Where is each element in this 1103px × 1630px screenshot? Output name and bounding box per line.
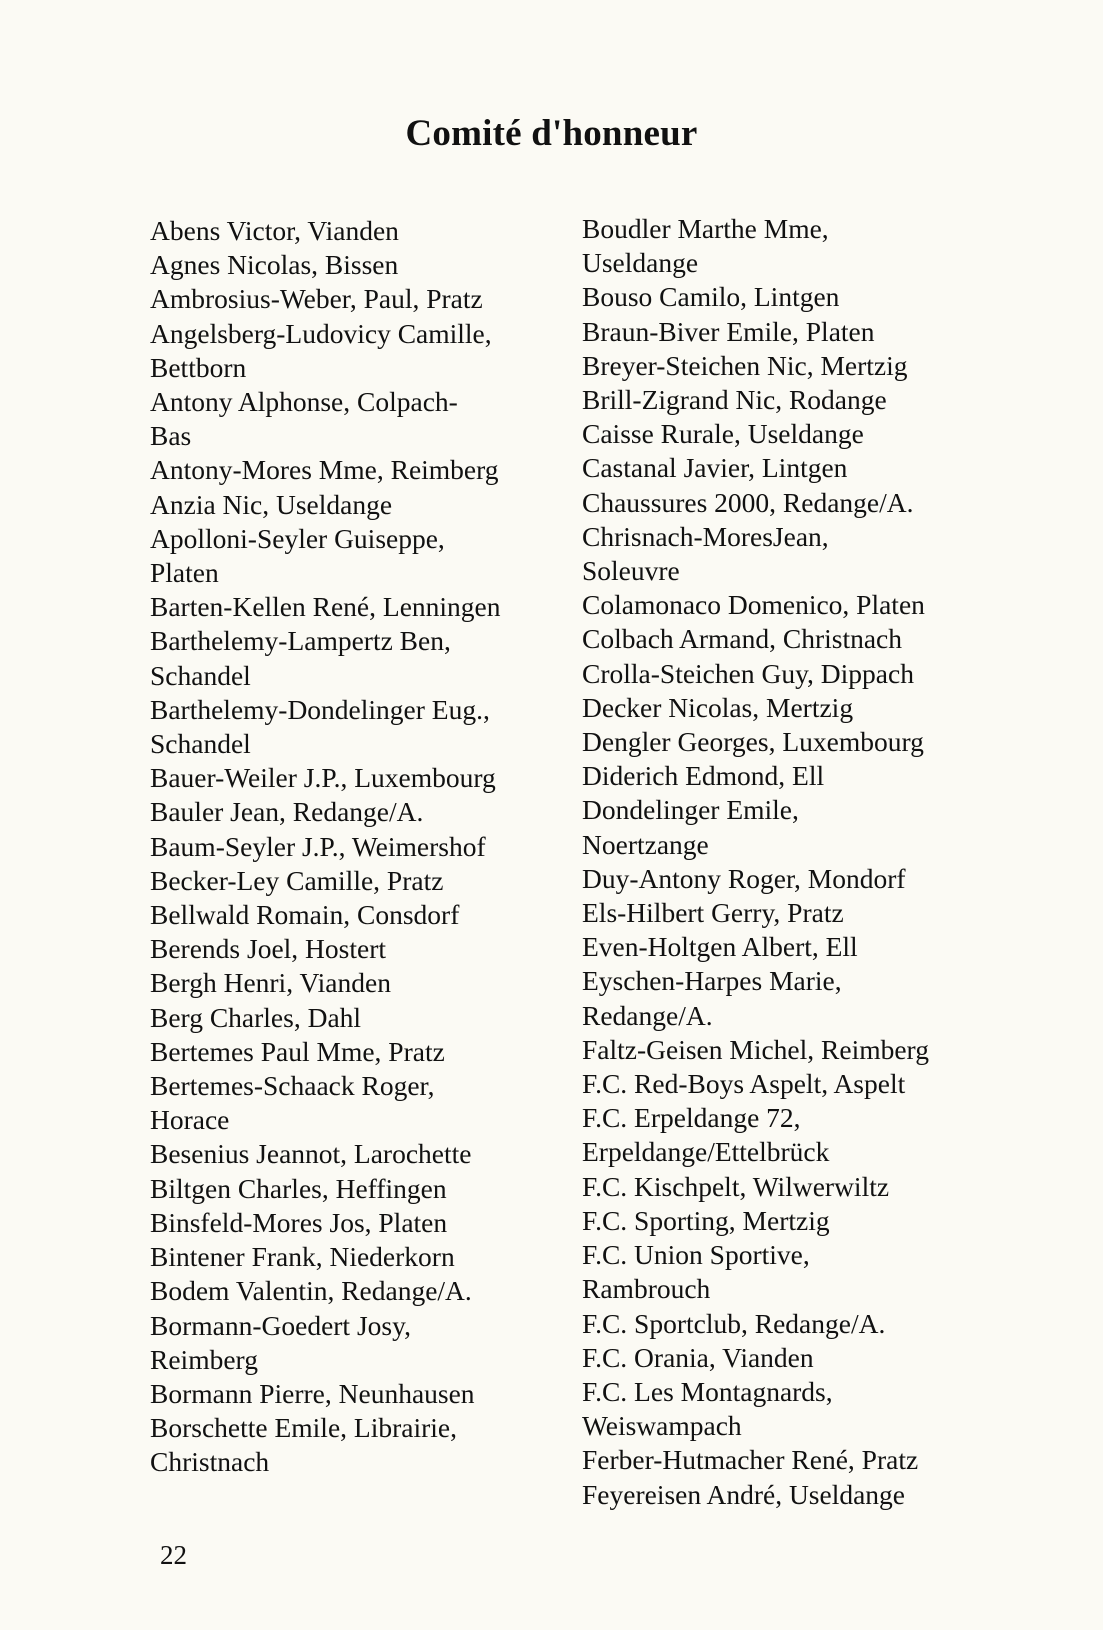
list-item: Ambrosius-Weber, Paul, Pratz — [150, 283, 483, 315]
list-item: Antony Alphonse, Colpach- — [150, 386, 458, 418]
list-item: Abens Victor, Vianden — [150, 215, 399, 246]
list-item: Bertemes Paul Mme, Pratz — [150, 1035, 445, 1067]
list-item: Caisse Rurale, Useldange — [582, 418, 864, 450]
list-item: Faltz-Geisen Michel, Reimberg — [582, 1033, 929, 1065]
list-item: Soleuvre — [582, 555, 680, 587]
list-item: Dondelinger Emile, — [582, 794, 799, 826]
list-item: F.C. Sportclub, Redange/A. — [582, 1307, 886, 1339]
list-item: Decker Nicolas, Mertzig — [582, 691, 854, 723]
list-item: Chaussures 2000, Redange/A. — [582, 486, 914, 518]
list-item: F.C. Orania, Vianden — [582, 1341, 814, 1373]
page-number: 22 — [160, 1540, 187, 1570]
list-item: F.C. Union Sportive, — [582, 1239, 810, 1271]
list-item: Berends Joel, Hostert — [150, 933, 386, 965]
list-item: Besenius Jeannot, Larochette — [150, 1138, 472, 1170]
list-item: Bettborn — [150, 351, 247, 383]
list-item: F.C. Les Montagnards, — [582, 1375, 833, 1407]
list-item: Berg Charles, Dahl — [150, 1001, 362, 1033]
list-item: Noertzange — [582, 828, 709, 860]
list-item: Colamonaco Domenico, Platen — [582, 589, 925, 621]
list-item: Bouso Camilo, Lintgen — [582, 281, 840, 313]
list-item: Boudler Marthe Mme, — [582, 213, 829, 244]
list-item: Reimberg — [150, 1343, 258, 1375]
list-item: Antony-Mores Mme, Reimberg — [150, 454, 499, 486]
list-item: Duy-Antony Roger, Mondorf — [582, 862, 906, 894]
list-item: Bormann Pierre, Neunhausen — [150, 1377, 475, 1409]
list-item: Horace — [150, 1104, 230, 1136]
list-item: F.C. Sporting, Mertzig — [582, 1204, 830, 1236]
list-item: Erpeldange/Ettelbrück — [582, 1136, 830, 1168]
list-item: Bertemes-Schaack Roger, — [150, 1070, 435, 1102]
list-item: Bodem Valentin, Redange/A. — [150, 1275, 472, 1307]
list-item: Braun-Biver Emile, Platen — [582, 315, 875, 347]
list-item: Barthelemy-Lampertz Ben, — [150, 625, 451, 657]
list-item: Platen — [150, 557, 219, 589]
list-item: Ferber-Hutmacher René, Pratz — [582, 1444, 919, 1476]
list-item: Colbach Armand, Christnach — [582, 623, 903, 655]
list-item: F.C. Erpeldange 72, — [582, 1102, 801, 1134]
list-item: Els-Hilbert Gerry, Pratz — [582, 897, 844, 929]
list-item: Barthelemy-Dondelinger Eug., — [150, 693, 490, 725]
list-item: Schandel — [150, 659, 251, 691]
list-item: Christnach — [150, 1446, 270, 1478]
list-item: Rambrouch — [582, 1273, 711, 1305]
list-item: Borschette Emile, Librairie, — [150, 1412, 457, 1444]
list-item: Diderich Edmond, Ell — [582, 760, 825, 792]
list-item: F.C. Red-Boys Aspelt, Aspelt — [582, 1068, 906, 1100]
list-item: Bellwald Romain, Consdorf — [150, 899, 460, 931]
right-column — [582, 212, 1002, 1512]
list-item: Chrisnach-MoresJean, — [582, 520, 829, 552]
list-item: Barten-Kellen René, Lenningen — [150, 591, 501, 623]
list-item: Bauer-Weiler J.P., Luxembourg — [150, 762, 496, 794]
list-item: Eyschen-Harpes Marie, — [582, 965, 842, 997]
list-item: Angelsberg-Ludovicy Camille, — [150, 317, 492, 349]
list-item: Baum-Seyler J.P., Weimershof — [150, 830, 486, 862]
list-item: Breyer-Steichen Nic, Mertzig — [582, 349, 908, 381]
list-item: Bauler Jean, Redange/A. — [150, 796, 424, 828]
list-item: Even-Holtgen Albert, Ell — [582, 931, 858, 963]
left-column — [150, 214, 570, 1480]
list-item: Brill-Zigrand Nic, Rodange — [582, 384, 887, 416]
list-item: Apolloni-Seyler Guiseppe, — [150, 522, 445, 554]
list-item: Schandel — [150, 728, 251, 760]
list-item: Feyereisen André, Useldange — [582, 1478, 906, 1510]
list-item: F.C. Kischpelt, Wilwerwiltz — [582, 1170, 890, 1202]
list-item: Binsfeld-Mores Jos, Platen — [150, 1206, 448, 1238]
list-item: Crolla-Steichen Guy, Dippach — [582, 657, 914, 689]
list-item: Bas — [150, 420, 192, 452]
list-item: Castanal Javier, Lintgen — [582, 452, 848, 484]
list-item: Bormann-Goedert Josy, — [150, 1309, 411, 1341]
list-item: Weiswampach — [582, 1410, 742, 1442]
list-item: Bintener Frank, Niederkorn — [150, 1241, 455, 1273]
list-item: Biltgen Charles, Heffingen — [150, 1172, 447, 1204]
list-item: Redange/A. — [582, 999, 713, 1031]
list-item: Bergh Henri, Vianden — [150, 967, 391, 999]
list-item: Anzia Nic, Useldange — [150, 488, 393, 520]
list-item: Becker-Ley Camille, Pratz — [150, 864, 444, 896]
page-title: Comité d'honneur — [405, 113, 698, 154]
list-item: Useldange — [582, 247, 699, 279]
list-item: Dengler Georges, Luxembourg — [582, 726, 924, 758]
list-item: Agnes Nicolas, Bissen — [150, 249, 399, 281]
